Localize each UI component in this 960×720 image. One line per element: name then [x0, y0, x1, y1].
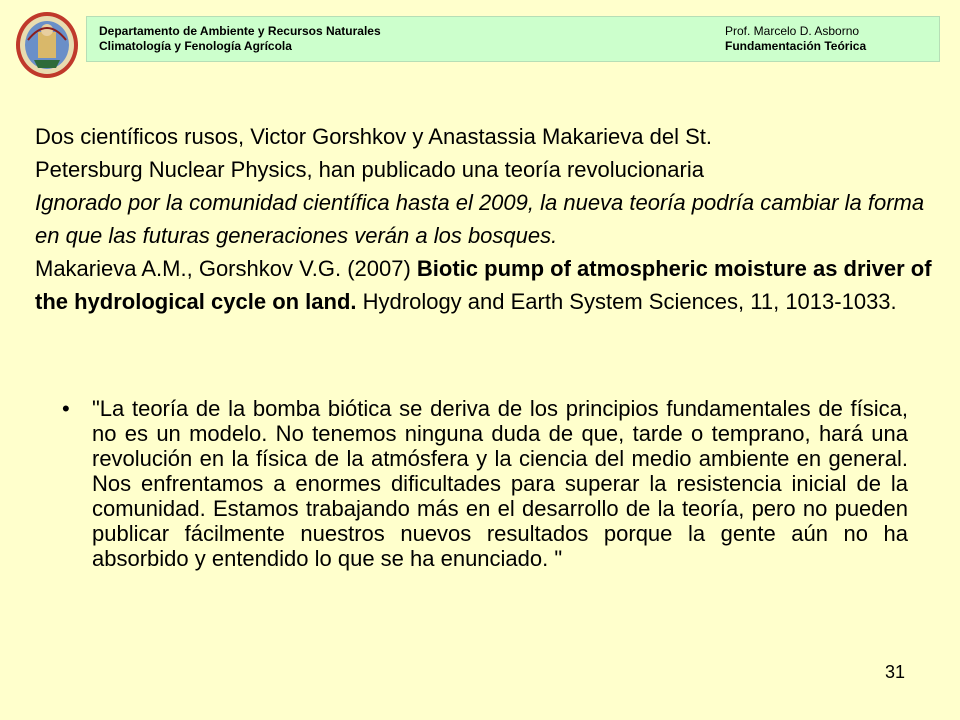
department-name: Departamento de Ambiente y Recursos Naturales — [99, 24, 381, 38]
intro-italic-note: Ignorado por la comunidad científica hasta el 2009, la nueva teoría podría cambiar la forma en que las futuras generaciones verán a los bosques. — [35, 190, 925, 248]
citation-authors: Makarieva A.M., Gorshkov V.G. (2007) — [35, 256, 411, 281]
citation-title: Biotic pump of atmospheric moisture as driver of the hydrological cycle on land. — [35, 256, 932, 314]
intro-paragraph — [35, 120, 945, 318]
quote-list-item — [62, 396, 908, 571]
university-seal-logo — [14, 10, 80, 80]
quote-text: "La teoría de la bomba biótica se deriva de los principios fundamentales de física, no es un modelo. No tenemos ninguna duda de que, tarde o temprano, hará una revolución en la física de la atmósfera y la ciencia del medio ambiente en general. Nos enfrentamos a enormes dificultades para superar la resistencia inicial de la comunidad. Estamos trabajando más en el desarrollo de la teoría, pero no pueden publicar fácilmente nuestros nuevos resultados porque la gente aún no ha absorbido y entendido lo que se ha enunciado. " — [92, 396, 908, 571]
slide-number: 31 — [885, 662, 906, 682]
header-author-block — [725, 24, 866, 54]
header-bar — [86, 16, 940, 62]
intro-line-1: Dos científicos rusos, Victor Gorshkov y Anastassia Makarieva del St. — [35, 124, 712, 149]
citation-source: Hydrology and Earth System Sciences, 11, 1013-1033. — [362, 289, 897, 314]
section-title: Fundamentación Teórica — [725, 39, 867, 53]
intro-line-2: Petersburg Nuclear Physics, han publicado una teoría revolucionaria — [35, 157, 704, 182]
bullet-marker: • — [62, 396, 70, 421]
header-department — [99, 24, 381, 54]
citation — [35, 252, 945, 318]
author-name: Prof. Marcelo D. Asborno — [725, 24, 860, 38]
department-subject: Climatología y Fenología Agrícola — [99, 39, 292, 53]
